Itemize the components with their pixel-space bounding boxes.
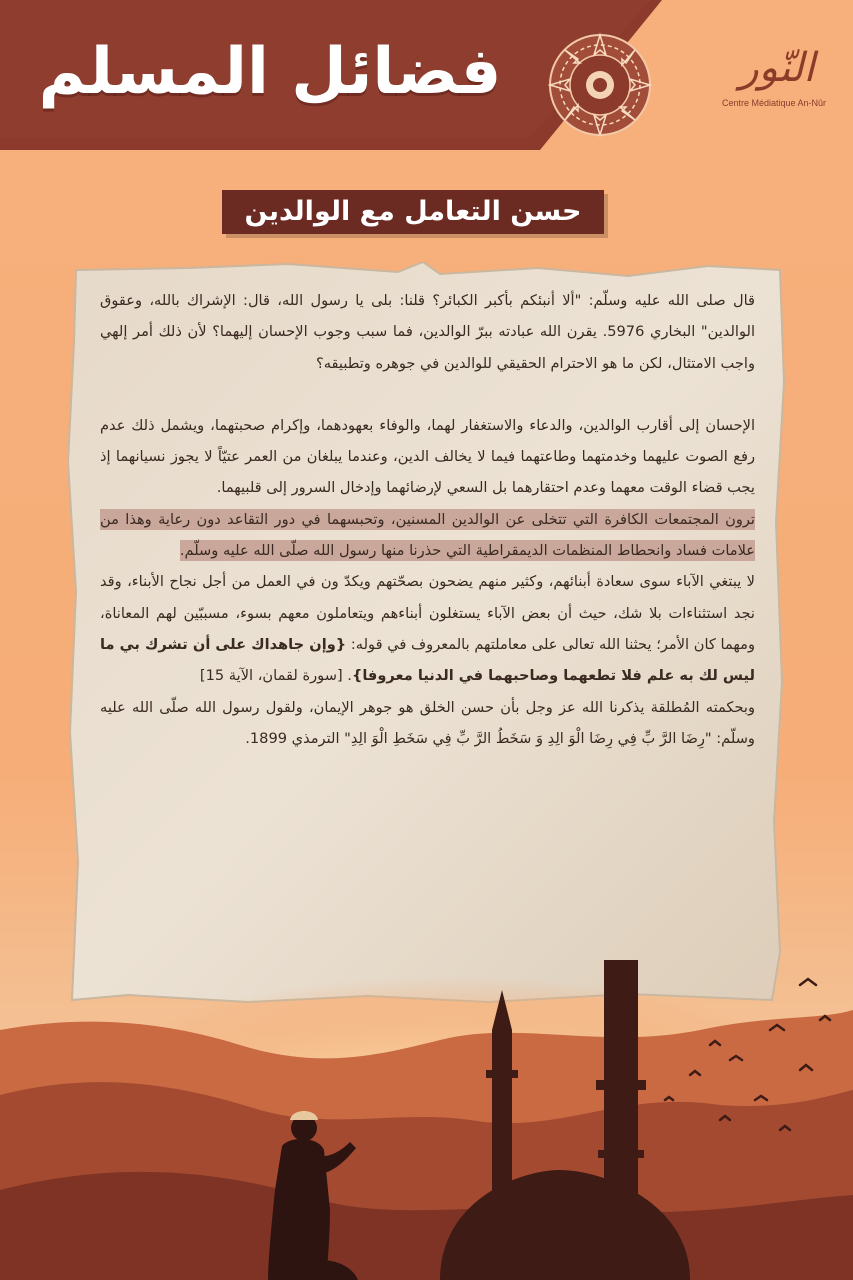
paragraph-4-text: لا يبتغي الآباء سوى سعادة أبنائهم، وكثير منهم يضحون بصحّتهم ويكدّ ون في العمل من أجل نجاح الأبناء، وقد نجد استثناءات بلا شك، حيث أن بعض الآباء يستغلون أبناءهم ويتعاملون معهم بسوء، مسببّين لهم المعاناة، ومهما كان الأمر؛ يحثنا الله تعالى على معاملتهم بالمعروف في قوله: <box>100 573 755 653</box>
logo-mark: النّور <box>739 45 815 91</box>
paragraph-3-highlighted <box>100 504 755 567</box>
logo-caption: Centre Médiatique An-Nûr <box>721 98 827 108</box>
article-body <box>100 285 755 965</box>
page-title: فضائل المسلم <box>38 35 502 109</box>
paragraph-2: الإحسان إلى أقارب الوالدين، والدعاء والاستغفار لهما، والوفاء بعهودهما، وإكرام صحبتهما، ويشمل ذلك عدم رفع الصوت عليهما وخدمتهما وطاعتهما فيما لا يخالف الدين، وعندما يبلغان من العمر عتيّاً لا يجوز نسيانهما إذ يجب قضاء الوقت معهما وعدم احتقارهما بل السعي لإرضائهما وإدخال السرور إلى قلبيهما. <box>100 416 755 497</box>
quran-verse: {وإن جاهداك على أن تشرك بي ما ليس لك به علم فلا تطعهما وصاحبهما في الدنيا معروفا} <box>100 635 755 685</box>
paragraph-5: وبحكمته المُطلقة يذكرنا الله عز وجل بأن حسن الخلق هو جوهر الإيمان، ولقول رسول الله صلّى الله عليه وسلّم: "رِضَا الرَّ بِّ فِي رِضَا الْوَ الِدِ وَ سَخَطُ الرَّ بِّ فِي سَخَطِ الْوَ الِدِ" الترمذي 1899. <box>100 698 755 747</box>
logo <box>722 38 832 130</box>
highlight-text: ترون المجتمعات الكافرة التي تتخلى عن الوالدين المسنين، وتحبسهما في دور التقاعد دون رعاية وهذا من علامات فساد وانحطاط المنظمات الديمقراطية التي حذرنا منها رسول الله صلّى الله عليه وسلّم. <box>100 510 755 560</box>
subtitle: حسن التعامل مع الوالدين <box>244 196 582 227</box>
subtitle-box <box>222 190 604 234</box>
verse-reference: [سورة لقمان، الآية 15] <box>199 667 343 685</box>
mandala-ornament-icon <box>540 25 660 145</box>
mosque-silhouette-icon <box>0 960 853 1280</box>
paragraph-4: لا يبتغي الآباء سوى سعادة أبنائهم، وكثير منهم يضحون بصحّتهم ويكدّ ون في العمل من أجل نجاح الأبناء، وقد نجد استثناءات بلا شك، حيث أن بعض الآباء يستغلون أبناءهم ويتعاملون معهم بسوء، مسببّين لهم المعاناة، ومهما كان الأمر؛ يحثنا الله تعالى على معاملتهم بالمعروف في قوله: {وإن جاهداك على أن تشرك بي ما ليس لك به علم فلا تطعهما وصاحبهما في الدنيا معروفا}. [سورة لقمان، الآية 15] <box>100 573 755 685</box>
paragraph-1: قال صلى الله عليه وسلّم: "ألا أنبئكم بأكبر الكبائر؟ قلنا: بلى يا رسول الله، قال: الإشراك بالله، وعقوق الوالدين" البخاري 5976. يقرن الله عبادته ببرّ الوالدين، فما سبب وجوب الإحسان إليهما؟ لأن ذلك أمر إلهي واجب الامتثال، لكن ما هو الاحترام الحقيقي للوالدين في جوهره وتطبيقه؟ <box>100 292 755 372</box>
